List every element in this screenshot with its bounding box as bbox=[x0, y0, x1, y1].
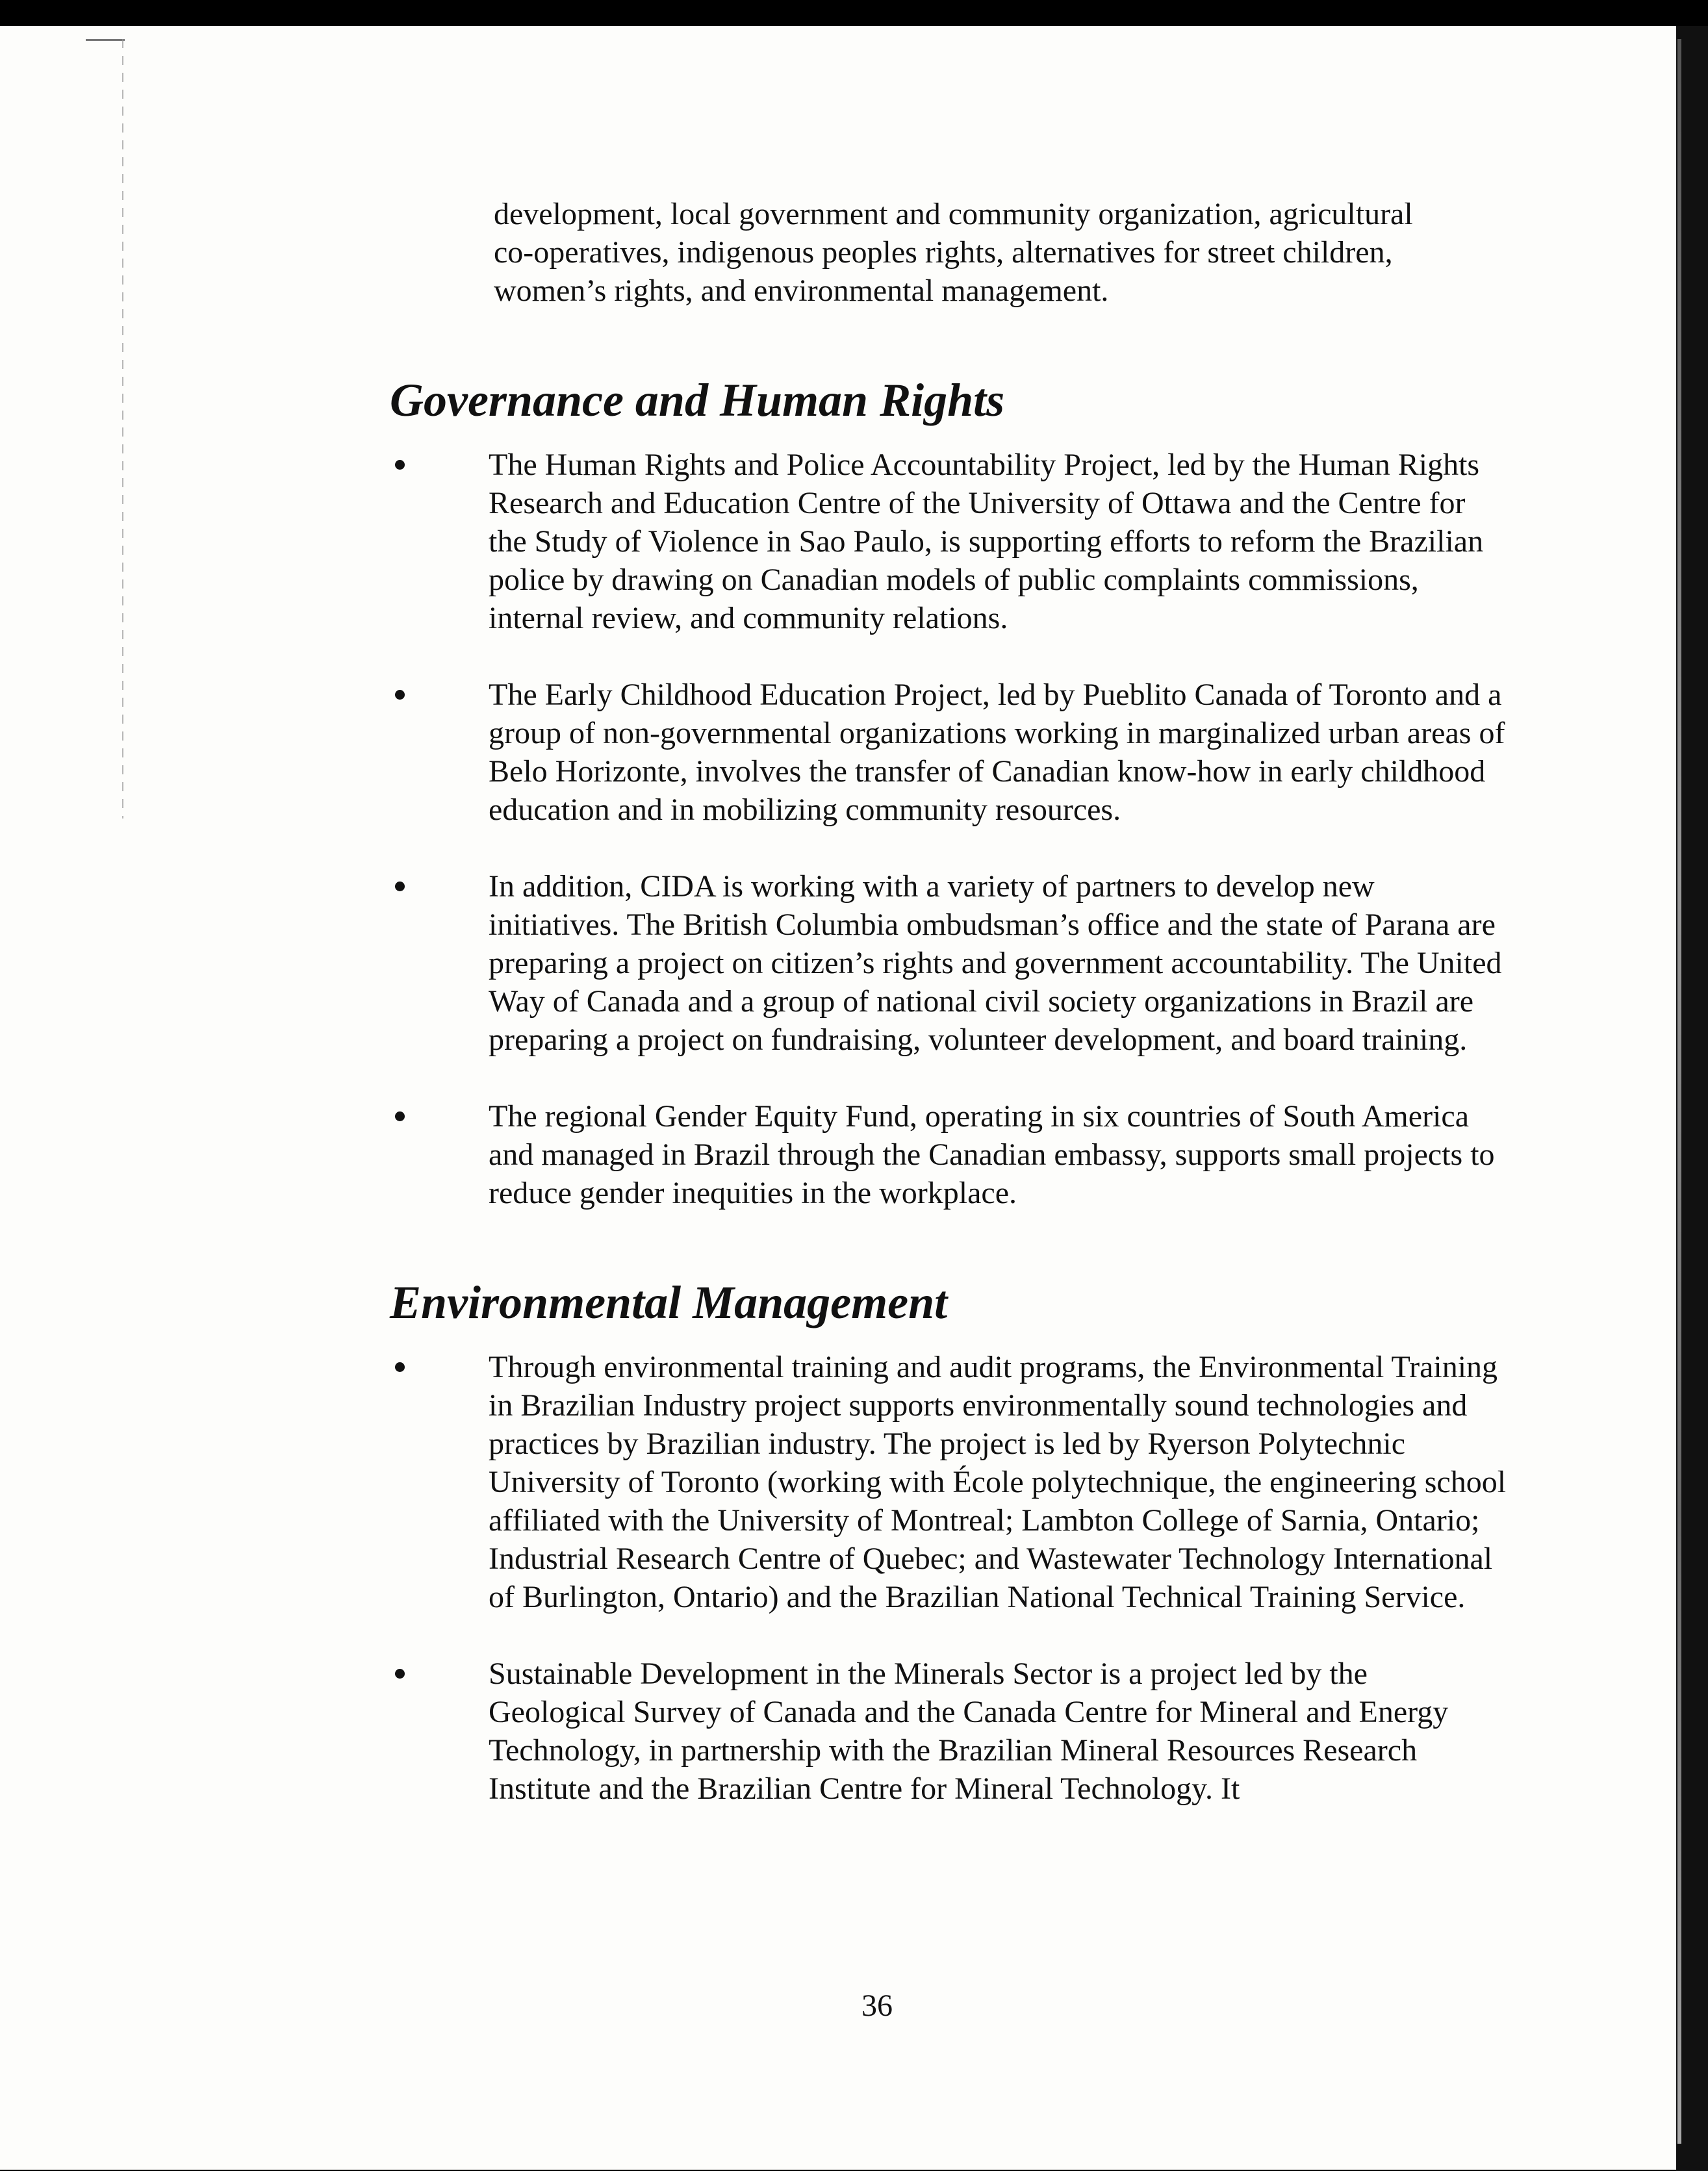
list-item-text: The Human Rights and Police Accountability Project, led by the Human Rights Research and Education Centre of the University of Ottawa and the Centre for the Study of Violence in Sao Paulo, is supporting efforts to reform the Brazilian police by drawing on Canadian models of public complaints commissions, internal review, and community relations. bbox=[489, 448, 1484, 635]
scan-right-edge bbox=[1676, 26, 1708, 2171]
bullet-icon bbox=[395, 1111, 405, 1121]
bullet-icon bbox=[395, 1362, 405, 1372]
list-item-text: The Early Childhood Education Project, led by Pueblito Canada of Toronto and a group of non-governmental organizations working in marginalized urban areas of Belo Horizonte, involves the transfer of Canadian know-how in early childhood education and in mobilizing community resources. bbox=[489, 678, 1505, 827]
document-body bbox=[390, 195, 1507, 1808]
scan-margin-rule bbox=[122, 39, 123, 819]
list-item bbox=[390, 676, 1507, 829]
list-item-text: In addition, CIDA is working with a variety of partners to develop new initiatives. The British Columbia ombudsman’s office and the state of Parana are preparing a project on citizen’s rights and government accountability. The United Way of Canada and a group of national civil society organizations in Brazil are preparing a project on fundraising, volunteer development, and board training. bbox=[489, 869, 1502, 1057]
intro-paragraph: development, local government and community organization, agricultural co-operatives, indigenous peoples rights, alternatives for street children, women’s rights, and environmental management. bbox=[494, 197, 1413, 308]
scan-corner-mark bbox=[86, 39, 125, 41]
list-item bbox=[390, 1097, 1507, 1212]
section-heading-environment: Environmental Management bbox=[390, 1276, 948, 1328]
list-item-text: Through environmental training and audit programs, the Environmental Training in Brazilian Industry project supports environmentally sound technologies and practices by Brazilian industry. The project is led by Ryerson Polytechnic University of Toronto (working with École polytechnique, the engineering school affiliated with the University of Montreal; Lambton College of Sarnia, Ontario; Industrial Research Centre of Quebec; and Wastewater Technology International of Burlington, Ontario) and the Brazilian National Technical Training Service. bbox=[489, 1350, 1507, 1614]
list-item bbox=[390, 446, 1507, 637]
bullet-icon bbox=[395, 882, 405, 891]
page-number: 36 bbox=[861, 1988, 893, 2023]
scan-edge-strip bbox=[1677, 39, 1681, 2144]
list-item bbox=[390, 1655, 1507, 1808]
scan-left-margin-marks bbox=[39, 39, 130, 2105]
section-heading-governance: Governance and Human Rights bbox=[390, 374, 1005, 426]
bullet-icon bbox=[395, 1669, 405, 1679]
list-item-text: Sustainable Development in the Minerals Sector is a project led by the Geological Survey of Canada and the Canada Centre for Mineral and Energy Technology, in partnership with the Brazilian Mineral Resources Research Institute and the Brazilian Centre for Mineral Technology. It bbox=[489, 1657, 1449, 1806]
bullet-icon bbox=[395, 690, 405, 700]
bullet-icon bbox=[395, 460, 405, 470]
list-item bbox=[390, 867, 1507, 1059]
governance-bullet-list bbox=[390, 446, 1507, 1212]
environment-bullet-list bbox=[390, 1348, 1507, 1808]
list-item-text: The regional Gender Equity Fund, operating in six countries of South America and managed in Brazil through the Canadian embassy, supports small projects to reduce gender inequities in the workplace. bbox=[489, 1099, 1495, 1210]
list-item bbox=[390, 1348, 1507, 1616]
